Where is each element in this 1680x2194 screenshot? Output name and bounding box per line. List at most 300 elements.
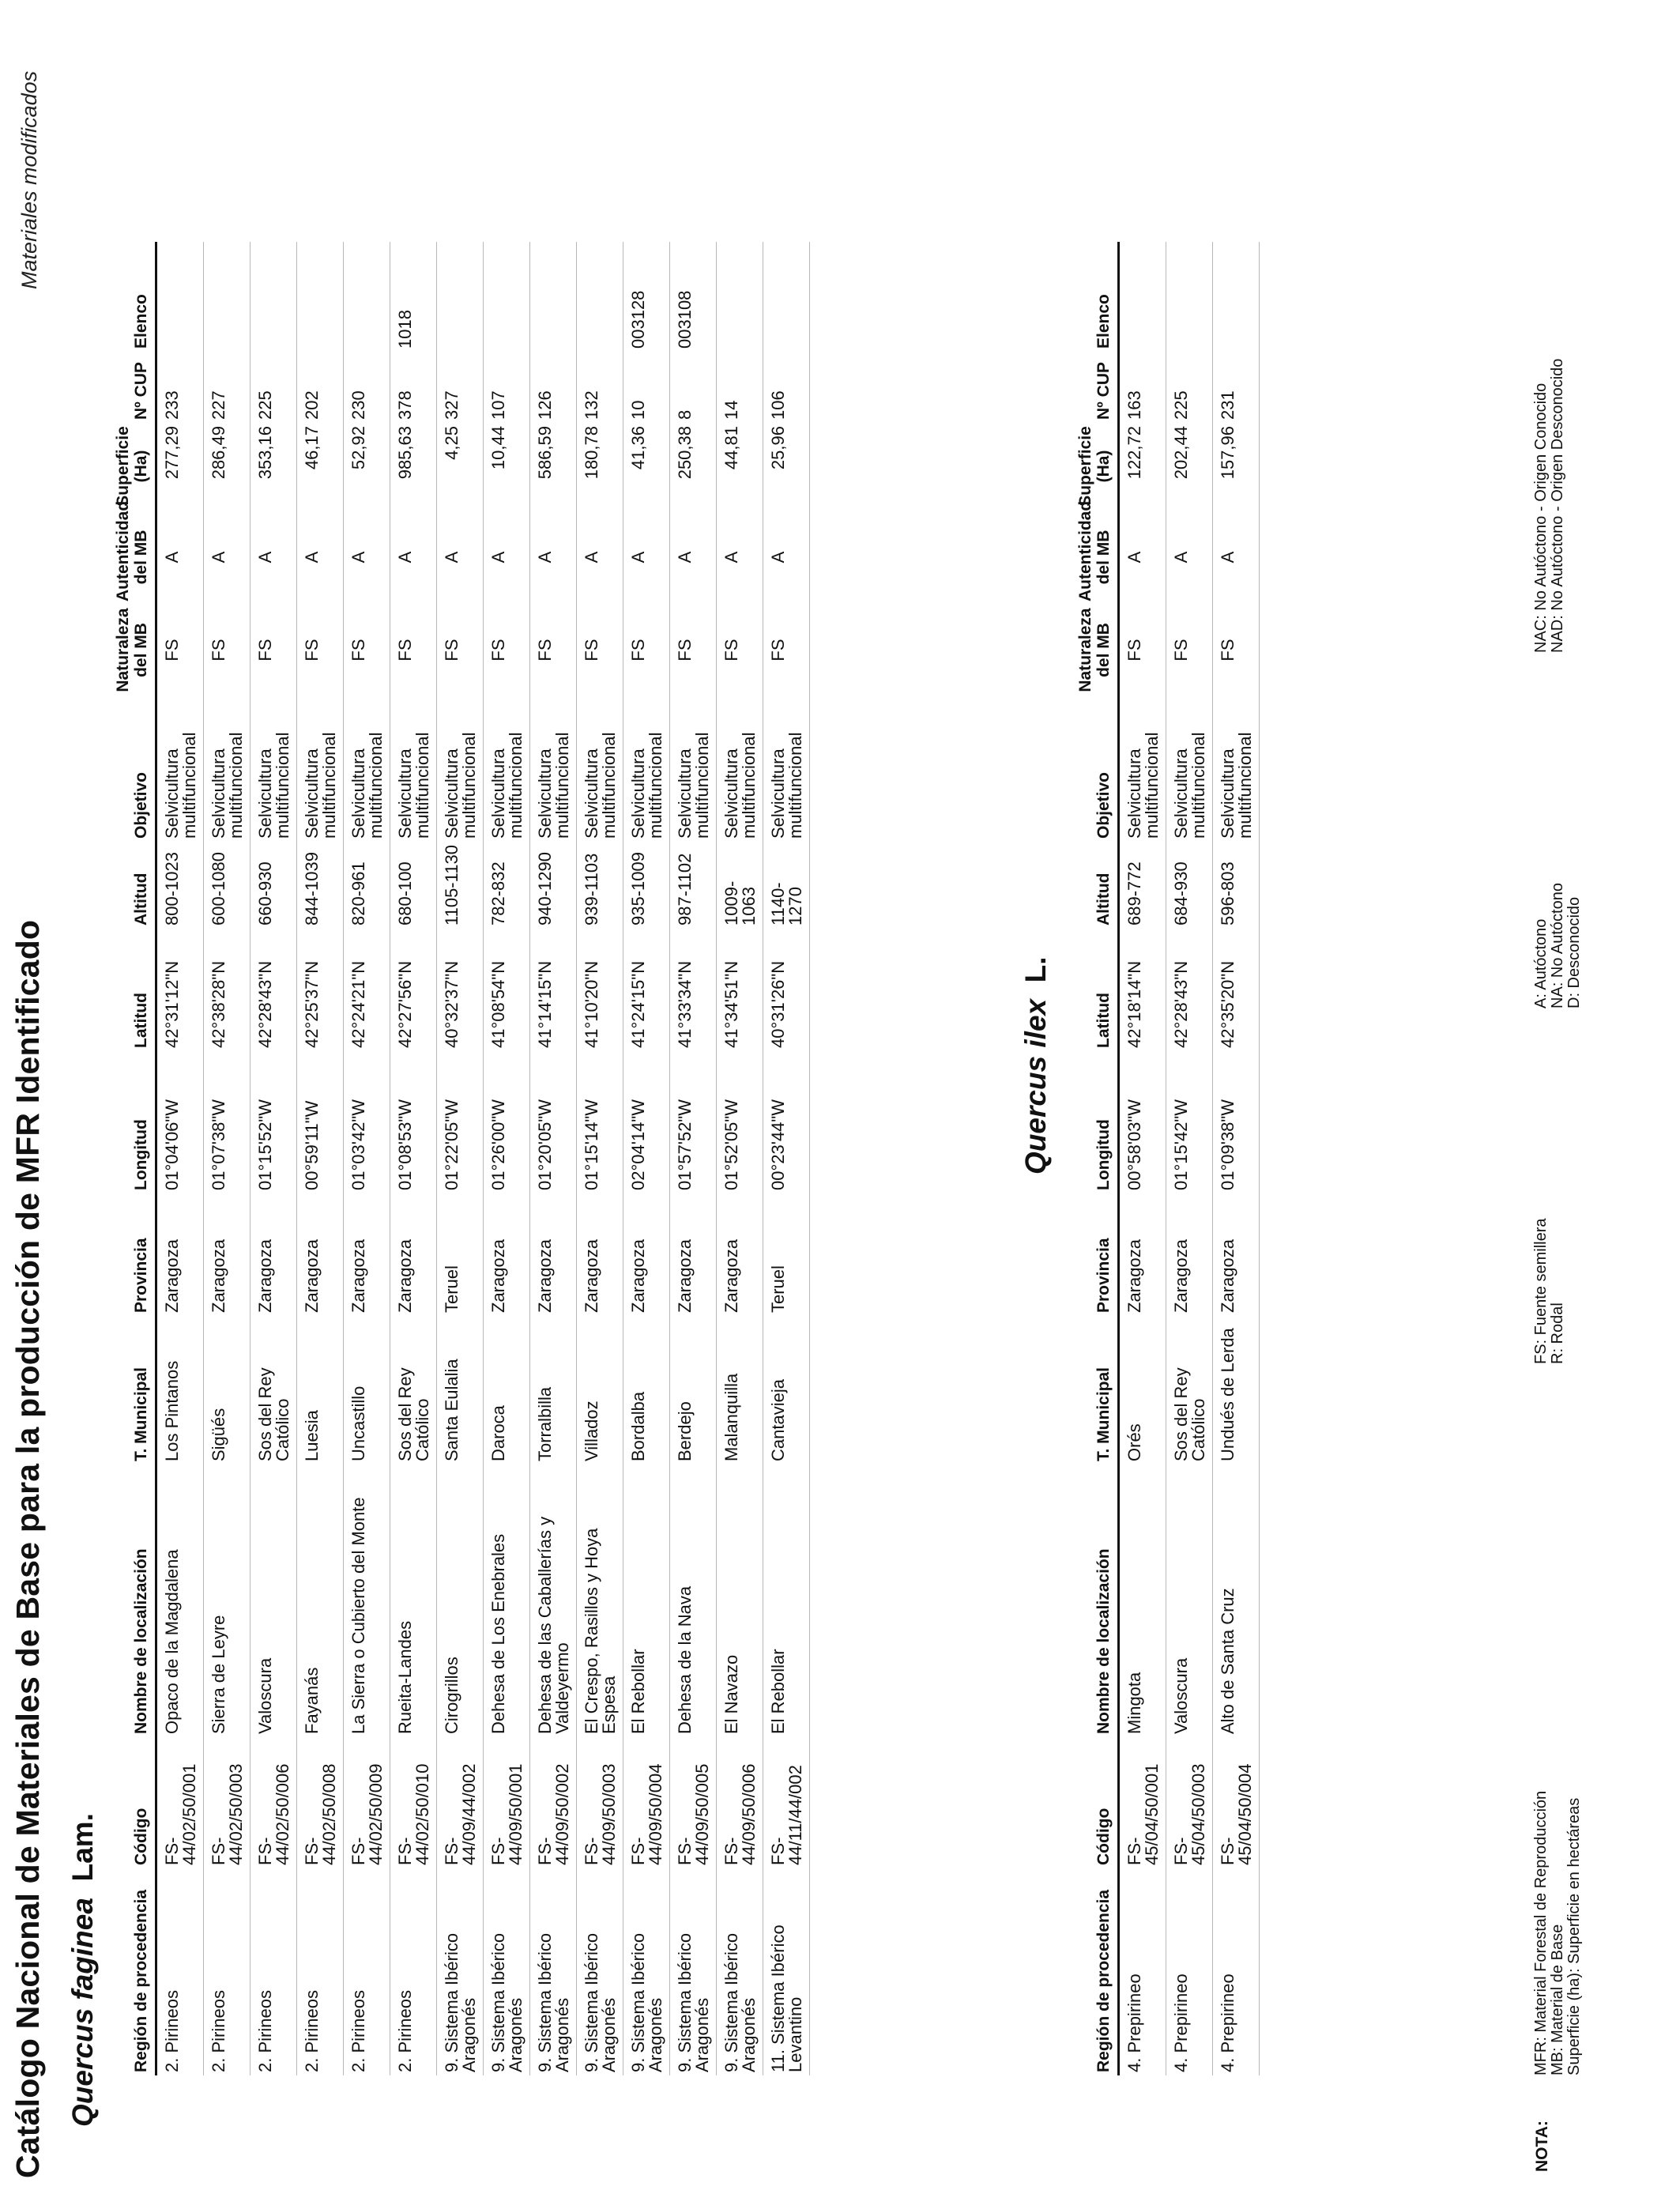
cell-autenticidad: A (763, 510, 810, 605)
table-row (344, 242, 390, 2075)
col-superficie: Superficie (Ha) (1075, 423, 1119, 510)
cell-objetivo: Selvicultura multifuncional (1213, 696, 1260, 842)
cell-codigo: FS-44/09/50/006 (717, 1737, 763, 1868)
cell-elenco (297, 242, 344, 352)
cell-superficie: 586,59 (530, 423, 577, 510)
cell-region: 4. Prepirineo (1166, 1868, 1213, 2075)
col-naturaleza: Naturaleza del MB (1075, 605, 1119, 696)
cell-autenticidad: A (1119, 510, 1166, 605)
cell-codigo: FS-44/02/50/009 (344, 1737, 390, 1868)
cell-provincia: Zaragoza (156, 1193, 204, 1316)
table-row (437, 242, 484, 2075)
cell-codigo: FS-44/02/50/001 (156, 1737, 204, 1868)
table-row (484, 242, 530, 2075)
notes-col-1 (1533, 1791, 1583, 2075)
cell-elenco (1119, 242, 1166, 352)
cell-nombre: Alto de Santa Cruz (1213, 1465, 1260, 1737)
cell-superficie: 286,49 (204, 423, 250, 510)
cell-region: 2. Pirineos (250, 1868, 297, 2075)
cell-provincia: Zaragoza (577, 1193, 623, 1316)
cell-elenco: 003128 (623, 242, 670, 352)
cell-codigo: FS-45/04/50/003 (1166, 1737, 1213, 1868)
cell-objetivo: Selvicultura multifuncional (344, 696, 390, 842)
cell-naturaleza: FS (1213, 605, 1260, 696)
species-title-1 (66, 1813, 100, 2127)
cell-region: 2. Pirineos (156, 1868, 204, 2075)
col-altitud: Altitud (112, 842, 156, 929)
cell-provincia: Zaragoza (250, 1193, 297, 1316)
cell-cup: 230 (344, 352, 390, 423)
cell-codigo: FS-45/04/50/001 (1119, 1737, 1166, 1868)
cell-municipal: Sigüés (204, 1316, 250, 1465)
cell-nombre: El Navazo (717, 1465, 763, 1737)
cell-naturaleza: FS (204, 605, 250, 696)
cell-altitud: 987-1102 (670, 842, 717, 929)
cell-cup: 107 (484, 352, 530, 423)
cell-altitud: 940-1290 (530, 842, 577, 929)
cell-autenticidad: A (437, 510, 484, 605)
table-row (577, 242, 623, 2075)
cell-longitud: 01°15'42"W (1166, 1051, 1213, 1193)
cell-nombre: Opaco de la Magdalena (156, 1465, 204, 1737)
table-row (763, 242, 810, 2075)
cell-municipal: Berdejo (670, 1316, 717, 1465)
cell-naturaleza: FS (530, 605, 577, 696)
cell-naturaleza: FS (670, 605, 717, 696)
cell-municipal: Cantavieja (763, 1316, 810, 1465)
cell-region: 2. Pirineos (297, 1868, 344, 2075)
cell-longitud: 01°57'52"W (670, 1051, 717, 1193)
cell-municipal: Bordalba (623, 1316, 670, 1465)
cell-objetivo: Selvicultura multifuncional (1119, 696, 1166, 842)
table-row (530, 242, 577, 2075)
cell-altitud: 800-1023 (156, 842, 204, 929)
note-line: R: Rodal (1549, 1302, 1566, 1364)
cell-altitud: 844-1039 (297, 842, 344, 929)
col-longitud: Longitud (112, 1051, 156, 1193)
cell-altitud: 782-832 (484, 842, 530, 929)
species-title-2 (1019, 956, 1053, 1174)
cell-latitud: 42°27'56"N (390, 929, 437, 1051)
cell-cup: 14 (717, 352, 763, 423)
cell-latitud: 41°10'20"N (577, 929, 623, 1051)
cell-codigo: FS-44/02/50/006 (250, 1737, 297, 1868)
col-objetivo: Objetivo (112, 696, 156, 842)
cell-provincia: Zaragoza (1166, 1193, 1213, 1316)
cell-latitud: 41°14'15"N (530, 929, 577, 1051)
cell-naturaleza: FS (156, 605, 204, 696)
cell-altitud: 660-930 (250, 842, 297, 929)
cell-municipal: Torralbilla (530, 1316, 577, 1465)
cell-nombre: Fayanás (297, 1465, 344, 1737)
cell-provincia: Zaragoza (670, 1193, 717, 1316)
cell-codigo: FS-44/02/50/010 (390, 1737, 437, 1868)
cell-autenticidad: A (530, 510, 577, 605)
cell-municipal: Sos del Rey Católico (250, 1316, 297, 1465)
cell-elenco (437, 242, 484, 352)
cell-provincia: Zaragoza (484, 1193, 530, 1316)
cell-latitud: 42°31'12"N (156, 929, 204, 1051)
cell-naturaleza: FS (717, 605, 763, 696)
cell-municipal: Los Pintanos (156, 1316, 204, 1465)
cell-naturaleza: FS (437, 605, 484, 696)
cell-nombre: Dehesa de las Caballerías y Valdeyermo (530, 1465, 577, 1737)
cell-cup: 126 (530, 352, 577, 423)
cell-latitud: 41°33'34"N (670, 929, 717, 1051)
cell-latitud: 40°32'37"N (437, 929, 484, 1051)
col-autenticidad: Autenticidad del MB (112, 510, 156, 605)
cell-altitud: 689-772 (1119, 842, 1166, 929)
cell-longitud: 01°15'14"W (577, 1051, 623, 1193)
cell-altitud: 1009-1063 (717, 842, 763, 929)
cell-nombre: Rueita-Landes (390, 1465, 437, 1737)
col-nombre: Nombre de localización (1075, 1465, 1119, 1737)
cell-autenticidad: A (344, 510, 390, 605)
note-line: A: Autóctono (1532, 918, 1550, 1008)
cell-region: 2. Pirineos (204, 1868, 250, 2075)
table-row (1119, 242, 1166, 2075)
cell-superficie: 157,96 (1213, 423, 1260, 510)
cell-latitud: 42°24'21"N (344, 929, 390, 1051)
notes-col-4 (1533, 359, 1566, 653)
cell-codigo: FS-44/09/44/002 (437, 1737, 484, 1868)
cell-superficie: 250,38 (670, 423, 717, 510)
cell-elenco (530, 242, 577, 352)
cell-provincia: Zaragoza (1119, 1193, 1166, 1316)
cell-elenco: 1018 (390, 242, 437, 352)
cell-superficie: 25,96 (763, 423, 810, 510)
col-provincia: Provincia (1075, 1193, 1119, 1316)
cell-longitud: 01°07'38"W (204, 1051, 250, 1193)
note-line: NA: No Autóctono (1549, 883, 1566, 1008)
col-region: Región de procedencia (112, 1868, 156, 2075)
table-header-row (1075, 242, 1119, 2075)
cell-longitud: 01°03'42"W (344, 1051, 390, 1193)
species-author: Lam. (66, 1813, 99, 1882)
side-tag: Materiales modificados (17, 70, 41, 289)
cell-objetivo: Selvicultura multifuncional (530, 696, 577, 842)
cell-autenticidad: A (390, 510, 437, 605)
cell-nombre: Valoscura (1166, 1465, 1213, 1737)
cell-superficie: 985,63 (390, 423, 437, 510)
cell-municipal: Sos del Rey Católico (1166, 1316, 1213, 1465)
cell-region: 9. Sistema Ibérico Aragonés (670, 1868, 717, 2075)
cell-longitud: 00°58'03"W (1119, 1051, 1166, 1193)
cell-elenco (1213, 242, 1260, 352)
cell-latitud: 42°35'20"N (1213, 929, 1260, 1051)
cell-longitud: 01°09'38"W (1213, 1051, 1260, 1193)
cell-nombre: Valoscura (250, 1465, 297, 1737)
notes-label: NOTA: (1533, 2120, 1551, 2172)
col-objetivo: Objetivo (1075, 696, 1119, 842)
cell-superficie: 353,16 (250, 423, 297, 510)
note-line: NAC: No Autóctono - Origen Conocido (1532, 383, 1550, 653)
cell-objetivo: Selvicultura multifuncional (763, 696, 810, 842)
cell-longitud: 01°04'06"W (156, 1051, 204, 1193)
cell-codigo: FS-44/09/50/005 (670, 1737, 717, 1868)
cell-altitud: 939-1103 (577, 842, 623, 929)
table-row (1213, 242, 1260, 2075)
col-naturaleza: Naturaleza del MB (112, 605, 156, 696)
cell-superficie: 122,72 (1119, 423, 1166, 510)
cell-latitud: 41°08'54"N (484, 929, 530, 1051)
cell-longitud: 01°26'00"W (484, 1051, 530, 1193)
cell-region: 2. Pirineos (344, 1868, 390, 2075)
cell-superficie: 4,25 (437, 423, 484, 510)
note-line: NAD: No Autóctono - Origen Desconocido (1549, 358, 1566, 653)
table-row (1166, 242, 1213, 2075)
col-municipal: T. Municipal (1075, 1316, 1119, 1465)
col-municipal: T. Municipal (112, 1316, 156, 1465)
cell-longitud: 01°20'05"W (530, 1051, 577, 1193)
cell-superficie: 52,92 (344, 423, 390, 510)
cell-altitud: 680-100 (390, 842, 437, 929)
cell-municipal: Villadoz (577, 1316, 623, 1465)
cell-objetivo: Selvicultura multifuncional (390, 696, 437, 842)
cell-autenticidad: A (156, 510, 204, 605)
cell-cup: 327 (437, 352, 484, 423)
col-codigo: Código (112, 1737, 156, 1868)
table-row (156, 242, 204, 2075)
cell-superficie: 44,81 (717, 423, 763, 510)
species-name: Quercus ilex (1019, 998, 1052, 1174)
col-elenco: Elenco (1075, 242, 1119, 352)
table-row (717, 242, 763, 2075)
cell-cup: 163 (1119, 352, 1166, 423)
cell-objetivo: Selvicultura multifuncional (577, 696, 623, 842)
table-row (390, 242, 437, 2075)
cell-municipal: Uncastillo (344, 1316, 390, 1465)
col-superficie: Superficie (Ha) (112, 423, 156, 510)
cell-municipal: Malanquilla (717, 1316, 763, 1465)
cell-nombre: Sierra de Leyre (204, 1465, 250, 1737)
cell-altitud: 596-803 (1213, 842, 1260, 929)
cell-nombre: Dehesa de Los Enebrales (484, 1465, 530, 1737)
table-row (623, 242, 670, 2075)
cell-longitud: 01°22'05"W (437, 1051, 484, 1193)
table-row (204, 242, 250, 2075)
cell-elenco (577, 242, 623, 352)
cell-objetivo: Selvicultura multifuncional (204, 696, 250, 842)
cell-nombre: El Crespo, Rasillos y Hoya Espesa (577, 1465, 623, 1737)
cell-superficie: 180,78 (577, 423, 623, 510)
cell-longitud: 01°15'52"W (250, 1051, 297, 1193)
cell-naturaleza: FS (297, 605, 344, 696)
cell-elenco: 003108 (670, 242, 717, 352)
cell-objetivo: Selvicultura multifuncional (250, 696, 297, 842)
col-latitud: Latitud (1075, 929, 1119, 1051)
col-provincia: Provincia (112, 1193, 156, 1316)
cell-latitud: 42°28'43"N (1166, 929, 1213, 1051)
cell-nombre: El Rebollar (623, 1465, 670, 1737)
cell-altitud: 684-930 (1166, 842, 1213, 929)
col-latitud: Latitud (112, 929, 156, 1051)
cell-elenco (484, 242, 530, 352)
cell-cup: 227 (204, 352, 250, 423)
cell-autenticidad: A (670, 510, 717, 605)
cell-longitud: 01°08'53"W (390, 1051, 437, 1193)
cell-region: 9. Sistema Ibérico Aragonés (577, 1868, 623, 2075)
cell-objetivo: Selvicultura multifuncional (670, 696, 717, 842)
col-longitud: Longitud (1075, 1051, 1119, 1193)
cell-elenco (763, 242, 810, 352)
cell-codigo: FS-44/02/50/008 (297, 1737, 344, 1868)
cell-region: 4. Prepirineo (1119, 1868, 1166, 2075)
cell-elenco (1166, 242, 1213, 352)
cell-municipal: Undués de Lerda (1213, 1316, 1260, 1465)
cell-region: 4. Prepirineo (1213, 1868, 1260, 2075)
note-line: Superficie (ha): Superficie en hectáreas (1565, 1797, 1583, 2075)
cell-provincia: Teruel (437, 1193, 484, 1316)
cell-latitud: 41°34'51"N (717, 929, 763, 1051)
cell-nombre: Mingota (1119, 1465, 1166, 1737)
cell-cup: 225 (1166, 352, 1213, 423)
cell-codigo: FS-44/02/50/003 (204, 1737, 250, 1868)
cell-superficie: 46,17 (297, 423, 344, 510)
cell-codigo: FS-45/04/50/004 (1213, 1737, 1260, 1868)
cell-elenco (717, 242, 763, 352)
cell-nombre: La Sierra o Cubierto del Monte (344, 1465, 390, 1737)
col-cup: Nº CUP (112, 352, 156, 423)
cell-naturaleza: FS (763, 605, 810, 696)
cell-provincia: Zaragoza (204, 1193, 250, 1316)
cell-objetivo: Selvicultura multifuncional (437, 696, 484, 842)
cell-codigo: FS-44/11/44/002 (763, 1737, 810, 1868)
page-title: Catálogo Nacional de Materiales de Base para la producción de MFR Identificado (9, 919, 46, 2178)
cell-naturaleza: FS (344, 605, 390, 696)
col-elenco: Elenco (112, 242, 156, 352)
table-quercus-faginea (112, 242, 810, 2075)
col-codigo: Código (1075, 1737, 1119, 1868)
cell-objetivo: Selvicultura multifuncional (156, 696, 204, 842)
col-autenticidad: Autenticidad del MB (1075, 510, 1119, 605)
cell-naturaleza: FS (484, 605, 530, 696)
cell-objetivo: Selvicultura multifuncional (297, 696, 344, 842)
cell-cup: 225 (250, 352, 297, 423)
cell-naturaleza: FS (1166, 605, 1213, 696)
cell-autenticidad: A (1166, 510, 1213, 605)
cell-cup: 132 (577, 352, 623, 423)
cell-latitud: 42°28'43"N (250, 929, 297, 1051)
species-name: Quercus faginea (66, 1898, 99, 2127)
table-quercus-ilex (1075, 242, 1260, 2075)
cell-altitud: 1105-1130 (437, 842, 484, 929)
cell-region: 9. Sistema Ibérico Aragonés (530, 1868, 577, 2075)
cell-codigo: FS-44/09/50/001 (484, 1737, 530, 1868)
cell-provincia: Zaragoza (717, 1193, 763, 1316)
species-author: L. (1019, 956, 1052, 983)
cell-region: 9. Sistema Ibérico Aragonés (623, 1868, 670, 2075)
cell-codigo: FS-44/09/50/003 (577, 1737, 623, 1868)
cell-autenticidad: A (250, 510, 297, 605)
cell-altitud: 820-961 (344, 842, 390, 929)
cell-municipal: Sos del Rey Católico (390, 1316, 437, 1465)
cell-provincia: Zaragoza (530, 1193, 577, 1316)
note-line: D: Desconocido (1565, 896, 1583, 1008)
cell-objetivo: Selvicultura multifuncional (717, 696, 763, 842)
cell-longitud: 01°52'05"W (717, 1051, 763, 1193)
cell-superficie: 277,29 (156, 423, 204, 510)
cell-cup: 202 (297, 352, 344, 423)
cell-cup: 233 (156, 352, 204, 423)
cell-provincia: Zaragoza (1213, 1193, 1260, 1316)
cell-municipal: Luesia (297, 1316, 344, 1465)
cell-elenco (156, 242, 204, 352)
cell-autenticidad: A (577, 510, 623, 605)
cell-altitud: 935-1009 (623, 842, 670, 929)
cell-municipal: Orés (1119, 1316, 1166, 1465)
cell-region: 9. Sistema Ibérico Aragonés (717, 1868, 763, 2075)
cell-superficie: 10,44 (484, 423, 530, 510)
cell-autenticidad: A (1213, 510, 1260, 605)
col-nombre: Nombre de localización (112, 1465, 156, 1737)
cell-objetivo: Selvicultura multifuncional (484, 696, 530, 842)
cell-longitud: 00°23'44"W (763, 1051, 810, 1193)
note-line: MB: Material de Base (1549, 1924, 1566, 2075)
cell-naturaleza: FS (623, 605, 670, 696)
cell-nombre: El Rebollar (763, 1465, 810, 1737)
cell-latitud: 40°31'26"N (763, 929, 810, 1051)
table-row (297, 242, 344, 2075)
cell-naturaleza: FS (1119, 605, 1166, 696)
note-line: MFR: Material Forestal de Reproducción (1532, 1790, 1550, 2075)
cell-superficie: 202,44 (1166, 423, 1213, 510)
cell-naturaleza: FS (390, 605, 437, 696)
cell-region: 11. Sistema Ibérico Levantino (763, 1868, 810, 2075)
cell-objetivo: Selvicultura multifuncional (1166, 696, 1213, 842)
cell-municipal: Santa Eulalia (437, 1316, 484, 1465)
cell-region: 9. Sistema Ibérico Aragonés (437, 1868, 484, 2075)
cell-municipal: Daroca (484, 1316, 530, 1465)
cell-cup: 8 (670, 352, 717, 423)
cell-latitud: 42°38'28"N (204, 929, 250, 1051)
cell-latitud: 41°24'15"N (623, 929, 670, 1051)
cell-autenticidad: A (623, 510, 670, 605)
cell-longitud: 02°04'14"W (623, 1051, 670, 1193)
cell-naturaleza: FS (250, 605, 297, 696)
cell-altitud: 1140-1270 (763, 842, 810, 929)
note-line: FS: Fuente semillera (1532, 1218, 1550, 1364)
cell-autenticidad: A (717, 510, 763, 605)
cell-provincia: Zaragoza (297, 1193, 344, 1316)
cell-provincia: Teruel (763, 1193, 810, 1316)
cell-cup: 10 (623, 352, 670, 423)
cell-autenticidad: A (204, 510, 250, 605)
cell-autenticidad: A (297, 510, 344, 605)
cell-latitud: 42°18'14"N (1119, 929, 1166, 1051)
cell-naturaleza: FS (577, 605, 623, 696)
cell-latitud: 42°25'37"N (297, 929, 344, 1051)
cell-elenco (204, 242, 250, 352)
table-row (670, 242, 717, 2075)
table-header-row (112, 242, 156, 2075)
col-cup: Nº CUP (1075, 352, 1119, 423)
cell-codigo: FS-44/09/50/004 (623, 1737, 670, 1868)
cell-altitud: 600-1080 (204, 842, 250, 929)
cell-cup: 106 (763, 352, 810, 423)
cell-codigo: FS-44/09/50/002 (530, 1737, 577, 1868)
col-altitud: Altitud (1075, 842, 1119, 929)
cell-provincia: Zaragoza (390, 1193, 437, 1316)
cell-provincia: Zaragoza (623, 1193, 670, 1316)
cell-autenticidad: A (484, 510, 530, 605)
cell-provincia: Zaragoza (344, 1193, 390, 1316)
cell-elenco (250, 242, 297, 352)
table-row (250, 242, 297, 2075)
col-region: Región de procedencia (1075, 1868, 1119, 2075)
notes-col-3 (1533, 883, 1583, 1008)
cell-nombre: Dehesa de la Nava (670, 1465, 717, 1737)
